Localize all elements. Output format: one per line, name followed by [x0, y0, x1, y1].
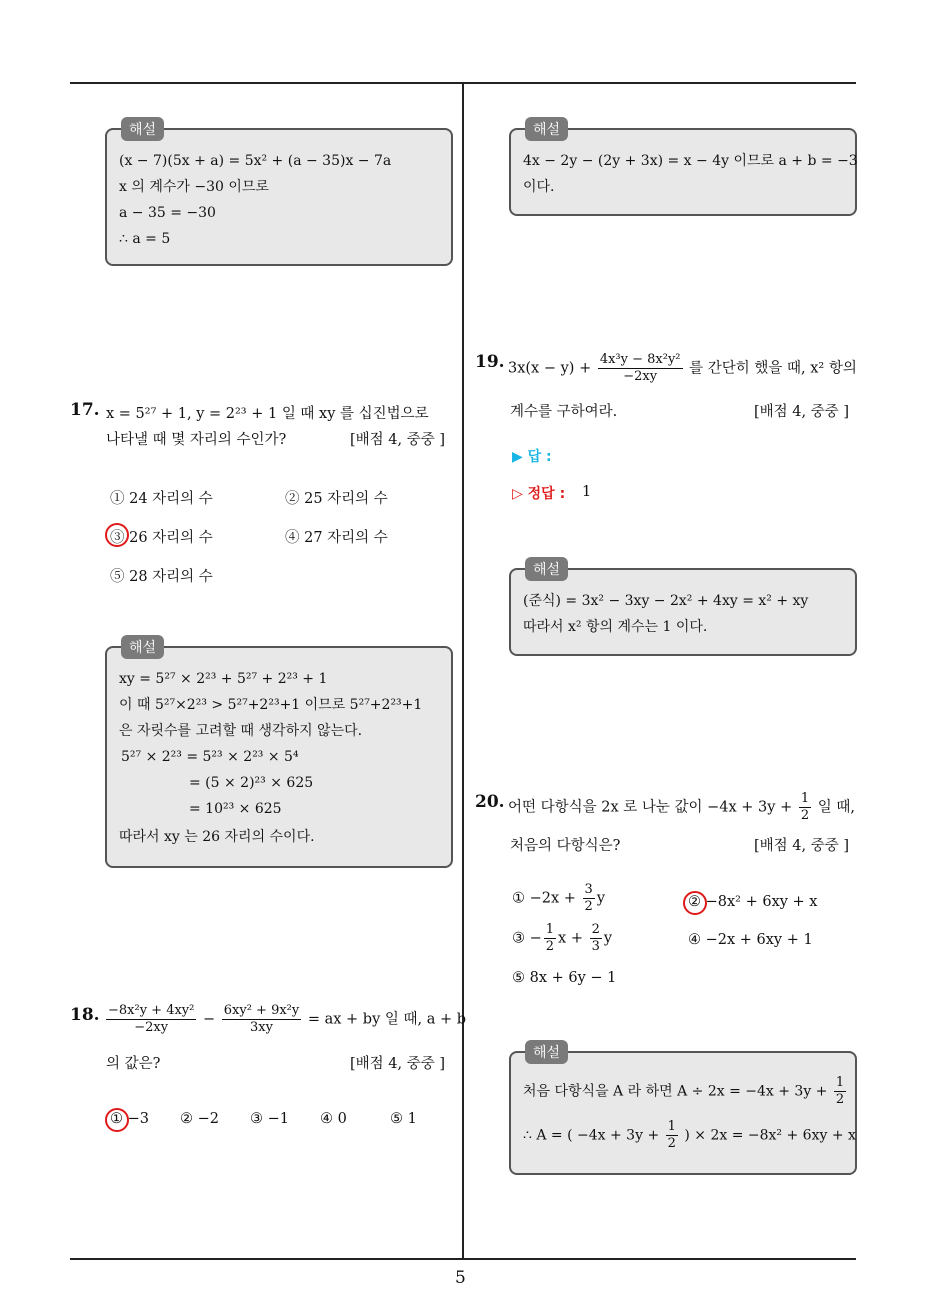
question-text: 나타낼 때 몇 자리의 수인가?: [106, 432, 287, 448]
answer-mark-circle: [105, 1108, 129, 1132]
correct-answer-value: 1: [582, 484, 592, 500]
solution-box-17: [105, 640, 453, 868]
option-5[interactable]: ⑤ 8x + 6y − 1: [512, 970, 617, 986]
option-1[interactable]: ① −2x + $\frac{3}{2}$ y: [512, 882, 606, 914]
question-text: x = 5²⁷ + 1, y = 2²³ + 1 일 때 xy 를 십진법으로: [106, 406, 429, 422]
solution-line: 5²⁷ × 2²³ = 5²³ × 2²³ × 5⁴: [121, 749, 299, 765]
option-2[interactable]: ② 25 자리의 수: [285, 491, 388, 507]
question-meta: [배점 4, 중중 ]: [754, 404, 850, 420]
fraction: $\frac{\text{−8x²y + 4xy²}}{-2xy}$: [108, 1003, 195, 1035]
solution-tag: 해설: [525, 1040, 568, 1064]
option-3[interactable]: ③ −1: [250, 1111, 289, 1127]
fraction: $\frac{1}{2}$: [835, 1075, 845, 1107]
answer-label: ▶ 답 :: [512, 449, 552, 465]
fraction: $\frac{3}{2}$: [584, 882, 593, 914]
answer-mark-circle: [105, 523, 129, 547]
question-meta: [배점 4, 중중 ]: [754, 838, 850, 854]
solution-box-16: [105, 122, 453, 266]
solution-tag: 해설: [525, 557, 568, 581]
answer-mark-circle: [683, 891, 707, 915]
solution-box-20: [509, 1045, 857, 1175]
solution-line: a − 35 = −30: [119, 205, 216, 221]
solution-tag: 해설: [525, 117, 568, 141]
solution-line: ∴ A = ( −4x + 3y + $\frac{1}{2}$ ) × 2x = −8x² + 6xy + x: [523, 1119, 856, 1151]
question-meta: [배점 4, 중중 ]: [350, 432, 446, 448]
fraction: $\frac{1}{2}$: [667, 1119, 676, 1151]
question-meta: [배점 4, 중중 ]: [350, 1056, 446, 1072]
solution-line: 이 때 5²⁷×2²³ > 5²⁷+2²³+1 이므로 5²⁷+2²³+1: [119, 697, 423, 713]
option-1[interactable]: ① −3: [110, 1111, 149, 1127]
question-text: 처음의 다항식은?: [510, 838, 621, 854]
solution-box-19: [509, 562, 857, 656]
solution-line: 은 자릿수를 고려할 때 생각하지 않는다.: [119, 723, 363, 739]
option-5[interactable]: ⑤ 28 자리의 수: [110, 569, 213, 585]
question-line-20: 어떤 다항식을 2x 로 나눈 값이 −4x + 3y + $\frac{1}{2}$ 일 때,: [508, 791, 855, 823]
solution-line: ∴ a = 5: [119, 231, 171, 247]
question-text: 계수를 구하여라.: [510, 404, 618, 420]
option-3[interactable]: ③ 26 자리의 수: [110, 530, 213, 546]
option-1[interactable]: ① 24 자리의 수: [110, 491, 213, 507]
solution-line: (준식) = 3x² − 3xy − 2x² + 4xy = x² + xy: [523, 593, 809, 609]
solution-line: = (5 × 2)²³ × 625: [189, 775, 314, 791]
solution-line: x 의 계수가 −30 이므로: [119, 179, 269, 195]
question-number-19: 19.: [475, 352, 505, 372]
option-2[interactable]: ② −8x² + 6xy + x: [688, 894, 818, 910]
solution-line: 따라서 x² 항의 계수는 1 이다.: [523, 619, 708, 635]
solution-tag: 해설: [121, 117, 164, 141]
option-5[interactable]: ⑤ 1: [390, 1111, 417, 1127]
question-number-17: 17.: [70, 400, 100, 420]
question-line-19: 3x(x − y) + $\frac{\text{4x³y − 8x²y²}}{-2xy}$ 를 간단히 했을 때, x² 항의: [508, 352, 857, 384]
fraction: $\frac{1}{2}$: [800, 791, 810, 823]
option-2[interactable]: ② −2: [180, 1111, 219, 1127]
option-3[interactable]: ③ − $\frac{1}{2}$ x + $\frac{2}{3}$ y: [512, 922, 613, 954]
column-divider: [462, 82, 464, 1260]
page-number: 5: [455, 1268, 466, 1288]
question-text: 의 값은?: [106, 1056, 161, 1072]
question-line-18: $\frac{\text{−8x²y + 4xy²}}{-2xy}$ − $\frac{\text{6xy² + 9x²y}}{3xy}$ = ax + by 일 때, a + b: [108, 1003, 467, 1035]
solution-line: = 10²³ × 625: [189, 801, 282, 817]
correct-answer-label: ▷ 정답 :: [512, 486, 566, 502]
bottom-rule: [70, 1258, 856, 1260]
fraction: $\frac{1}{2}$: [545, 922, 555, 954]
solution-box-18: [509, 122, 858, 216]
solution-line: (x − 7)(5x + a) = 5x² + (a − 35)x − 7a: [119, 153, 392, 169]
solution-tag: 해설: [121, 635, 164, 659]
solution-line: 처음 다항식을 A 라 하면 A ÷ 2x = −4x + 3y + $\frac{1}{2}$: [523, 1075, 845, 1107]
fraction: $\frac{2}{3}$: [591, 922, 600, 954]
solution-line: xy = 5²⁷ × 2²³ + 5²⁷ + 2²³ + 1: [119, 671, 328, 687]
option-4[interactable]: ④ −2x + 6xy + 1: [688, 932, 813, 948]
solution-line: 4x − 2y − (2y + 3x) = x − 4y 이므로 a + b = −3: [523, 153, 858, 169]
question-number-20: 20.: [475, 792, 505, 812]
question-number-18: 18.: [70, 1005, 100, 1025]
solution-line: 따라서 xy 는 26 자리의 수이다.: [119, 829, 315, 845]
option-4[interactable]: ④ 0: [320, 1111, 347, 1127]
option-4[interactable]: ④ 27 자리의 수: [285, 530, 388, 546]
fraction: $\frac{\text{6xy² + 9x²y}}{3xy}$: [223, 1003, 300, 1035]
solution-line: 이다.: [523, 179, 555, 195]
fraction: $\frac{\text{4x³y − 8x²y²}}{-2xy}$: [599, 352, 681, 384]
